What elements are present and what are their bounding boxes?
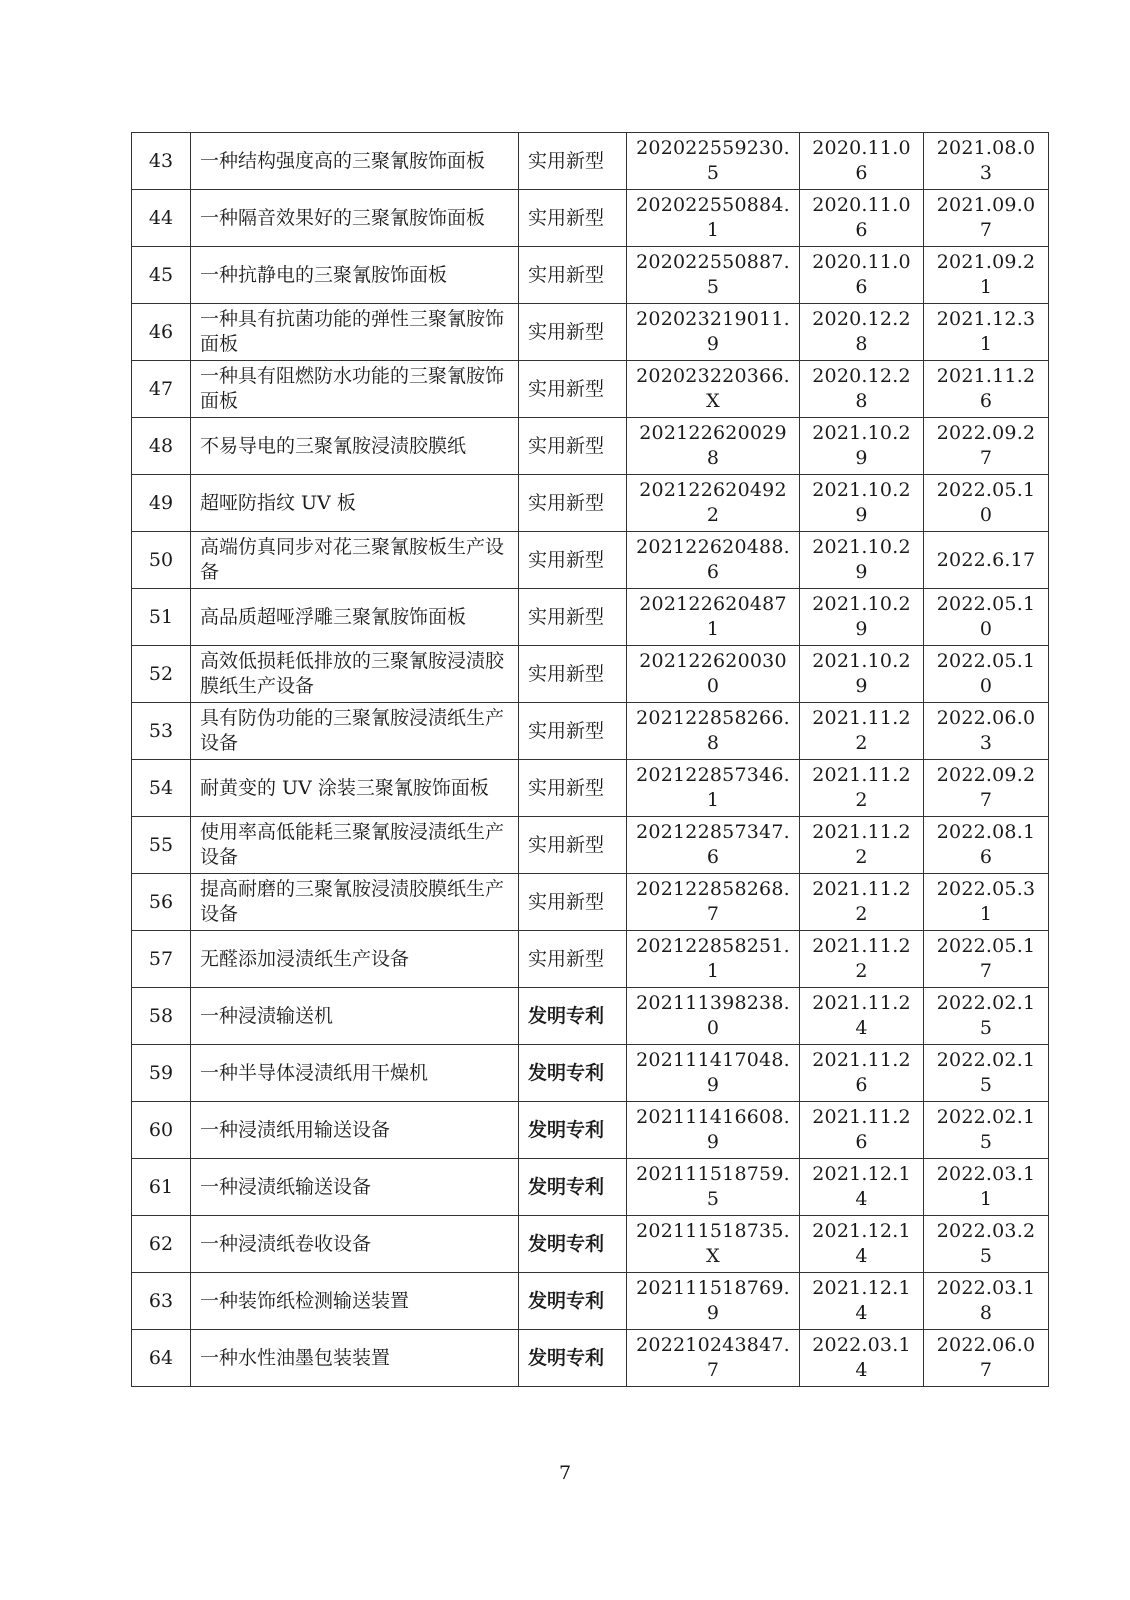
cell-patent-type: 实用新型 (519, 133, 627, 190)
table-row (132, 760, 1049, 817)
cell-serial-number: 56 (132, 874, 191, 931)
cell-patent-number: 202111518759.5 (627, 1159, 800, 1216)
cell-application-date: 2020.12.28 (800, 304, 924, 361)
cell-patent-name: 一种具有抗菌功能的弹性三聚氰胺饰面板 (191, 304, 519, 361)
cell-application-date: 2021.11.22 (800, 760, 924, 817)
cell-patent-type: 实用新型 (519, 817, 627, 874)
cell-serial-number: 55 (132, 817, 191, 874)
cell-grant-date: 2022.09.27 (924, 418, 1049, 475)
cell-patent-type: 实用新型 (519, 475, 627, 532)
cell-patent-type: 实用新型 (519, 304, 627, 361)
cell-patent-name: 一种抗静电的三聚氰胺饰面板 (191, 247, 519, 304)
cell-grant-date: 2022.02.15 (924, 1045, 1049, 1102)
cell-patent-name: 高效低损耗低排放的三聚氰胺浸渍胶膜纸生产设备 (191, 646, 519, 703)
patent-table (131, 132, 1049, 1387)
cell-patent-name: 一种隔音效果好的三聚氰胺饰面板 (191, 190, 519, 247)
cell-serial-number: 45 (132, 247, 191, 304)
cell-serial-number: 63 (132, 1273, 191, 1330)
cell-grant-date: 2022.06.03 (924, 703, 1049, 760)
cell-patent-name: 一种结构强度高的三聚氰胺饰面板 (191, 133, 519, 190)
table-row (132, 475, 1049, 532)
cell-patent-name: 高品质超哑浮雕三聚氰胺饰面板 (191, 589, 519, 646)
cell-application-date: 2021.12.14 (800, 1273, 924, 1330)
cell-patent-type: 实用新型 (519, 190, 627, 247)
cell-application-date: 2021.10.29 (800, 646, 924, 703)
cell-grant-date: 2021.11.26 (924, 361, 1049, 418)
cell-patent-number: 202111518735.X (627, 1216, 800, 1273)
cell-application-date: 2021.11.22 (800, 874, 924, 931)
cell-application-date: 2021.12.14 (800, 1216, 924, 1273)
cell-patent-type: 实用新型 (519, 418, 627, 475)
cell-grant-date: 2022.6.17 (924, 532, 1049, 589)
cell-patent-number: 202022550887.5 (627, 247, 800, 304)
table-row (132, 133, 1049, 190)
cell-serial-number: 62 (132, 1216, 191, 1273)
cell-patent-name: 一种装饰纸检测输送装置 (191, 1273, 519, 1330)
cell-application-date: 2021.11.24 (800, 988, 924, 1045)
cell-patent-number: 202022550884.1 (627, 190, 800, 247)
cell-patent-name: 一种半导体浸渍纸用干燥机 (191, 1045, 519, 1102)
table-row (132, 589, 1049, 646)
cell-patent-name: 一种具有阻燃防水功能的三聚氰胺饰面板 (191, 361, 519, 418)
cell-patent-type: 发明专利 (519, 988, 627, 1045)
cell-grant-date: 2022.05.17 (924, 931, 1049, 988)
cell-serial-number: 43 (132, 133, 191, 190)
cell-application-date: 2021.10.29 (800, 475, 924, 532)
page-number: 7 (558, 1462, 572, 1484)
cell-patent-number: 202111518769.9 (627, 1273, 800, 1330)
cell-patent-number: 202111417048.9 (627, 1045, 800, 1102)
cell-application-date: 2020.11.06 (800, 133, 924, 190)
table-row (132, 874, 1049, 931)
cell-patent-name: 高端仿真同步对花三聚氰胺板生产设备 (191, 532, 519, 589)
table-row (132, 190, 1049, 247)
cell-grant-date: 2022.03.25 (924, 1216, 1049, 1273)
cell-patent-number: 202111416608.9 (627, 1102, 800, 1159)
cell-patent-type: 发明专利 (519, 1330, 627, 1387)
cell-grant-date: 2022.05.10 (924, 589, 1049, 646)
cell-patent-number: 202122620488.6 (627, 532, 800, 589)
cell-serial-number: 53 (132, 703, 191, 760)
cell-grant-date: 2021.12.31 (924, 304, 1049, 361)
cell-application-date: 2021.12.14 (800, 1159, 924, 1216)
cell-patent-name: 耐黄变的 UV 涂装三聚氰胺饰面板 (191, 760, 519, 817)
cell-serial-number: 49 (132, 475, 191, 532)
cell-patent-type: 实用新型 (519, 874, 627, 931)
cell-patent-number: 202023220366.X (627, 361, 800, 418)
patent-table-body (132, 133, 1049, 1387)
cell-patent-name: 一种浸渍纸输送设备 (191, 1159, 519, 1216)
cell-application-date: 2021.10.29 (800, 589, 924, 646)
cell-grant-date: 2021.08.03 (924, 133, 1049, 190)
cell-patent-type: 实用新型 (519, 646, 627, 703)
cell-patent-number: 202122858251.1 (627, 931, 800, 988)
cell-patent-type: 实用新型 (519, 931, 627, 988)
cell-serial-number: 48 (132, 418, 191, 475)
table-row (132, 1102, 1049, 1159)
cell-patent-number: 2021226200298 (627, 418, 800, 475)
cell-grant-date: 2022.06.07 (924, 1330, 1049, 1387)
cell-serial-number: 58 (132, 988, 191, 1045)
table-row (132, 646, 1049, 703)
cell-patent-number: 202022559230.5 (627, 133, 800, 190)
cell-serial-number: 46 (132, 304, 191, 361)
cell-grant-date: 2022.02.15 (924, 1102, 1049, 1159)
cell-patent-number: 202122857346.1 (627, 760, 800, 817)
cell-grant-date: 2022.03.18 (924, 1273, 1049, 1330)
cell-application-date: 2020.11.06 (800, 190, 924, 247)
cell-serial-number: 59 (132, 1045, 191, 1102)
table-row (132, 1216, 1049, 1273)
table-row (132, 1330, 1049, 1387)
cell-application-date: 2021.10.29 (800, 532, 924, 589)
cell-serial-number: 57 (132, 931, 191, 988)
cell-patent-type: 实用新型 (519, 703, 627, 760)
cell-grant-date: 2022.08.16 (924, 817, 1049, 874)
cell-grant-date: 2022.05.10 (924, 475, 1049, 532)
cell-serial-number: 61 (132, 1159, 191, 1216)
cell-patent-number: 202111398238.0 (627, 988, 800, 1045)
table-row (132, 1159, 1049, 1216)
cell-patent-name: 一种浸渍纸卷收设备 (191, 1216, 519, 1273)
cell-application-date: 2021.10.29 (800, 418, 924, 475)
cell-patent-type: 实用新型 (519, 532, 627, 589)
cell-serial-number: 60 (132, 1102, 191, 1159)
cell-patent-type: 发明专利 (519, 1273, 627, 1330)
cell-patent-name: 使用率高低能耗三聚氰胺浸渍纸生产设备 (191, 817, 519, 874)
cell-patent-name: 无醛添加浸渍纸生产设备 (191, 931, 519, 988)
cell-serial-number: 47 (132, 361, 191, 418)
cell-patent-type: 实用新型 (519, 589, 627, 646)
table-row (132, 817, 1049, 874)
cell-patent-type: 发明专利 (519, 1216, 627, 1273)
cell-patent-number: 2021226200300 (627, 646, 800, 703)
cell-patent-number: 202023219011.9 (627, 304, 800, 361)
table-row (132, 304, 1049, 361)
table-row (132, 988, 1049, 1045)
table-row (132, 361, 1049, 418)
cell-patent-name: 一种水性油墨包装装置 (191, 1330, 519, 1387)
cell-patent-number: 202210243847.7 (627, 1330, 800, 1387)
cell-serial-number: 44 (132, 190, 191, 247)
cell-patent-number: 2021226204922 (627, 475, 800, 532)
cell-patent-type: 实用新型 (519, 247, 627, 304)
cell-patent-name: 一种浸渍输送机 (191, 988, 519, 1045)
cell-serial-number: 64 (132, 1330, 191, 1387)
cell-patent-name: 具有防伪功能的三聚氰胺浸渍纸生产设备 (191, 703, 519, 760)
cell-patent-type: 发明专利 (519, 1045, 627, 1102)
cell-patent-type: 发明专利 (519, 1102, 627, 1159)
cell-patent-name: 提高耐磨的三聚氰胺浸渍胶膜纸生产设备 (191, 874, 519, 931)
table-row (132, 418, 1049, 475)
cell-patent-name: 一种浸渍纸用输送设备 (191, 1102, 519, 1159)
cell-grant-date: 2022.02.15 (924, 988, 1049, 1045)
table-row (132, 532, 1049, 589)
cell-grant-date: 2021.09.07 (924, 190, 1049, 247)
cell-grant-date: 2022.09.27 (924, 760, 1049, 817)
table-row (132, 703, 1049, 760)
cell-grant-date: 2022.03.11 (924, 1159, 1049, 1216)
cell-patent-number: 202122857347.6 (627, 817, 800, 874)
cell-grant-date: 2022.05.31 (924, 874, 1049, 931)
table-row (132, 931, 1049, 988)
cell-serial-number: 52 (132, 646, 191, 703)
cell-patent-type: 发明专利 (519, 1159, 627, 1216)
cell-grant-date: 2021.09.21 (924, 247, 1049, 304)
cell-application-date: 2020.11.06 (800, 247, 924, 304)
cell-application-date: 2021.11.26 (800, 1102, 924, 1159)
cell-patent-number: 202122858266.8 (627, 703, 800, 760)
cell-patent-type: 实用新型 (519, 760, 627, 817)
cell-patent-name: 超哑防指纹 UV 板 (191, 475, 519, 532)
cell-grant-date: 2022.05.10 (924, 646, 1049, 703)
table-row (132, 1273, 1049, 1330)
cell-patent-number: 202122858268.7 (627, 874, 800, 931)
cell-serial-number: 50 (132, 532, 191, 589)
cell-patent-name: 不易导电的三聚氰胺浸渍胶膜纸 (191, 418, 519, 475)
table-row (132, 1045, 1049, 1102)
cell-application-date: 2021.11.22 (800, 817, 924, 874)
cell-patent-number: 2021226204871 (627, 589, 800, 646)
table-row (132, 247, 1049, 304)
cell-serial-number: 54 (132, 760, 191, 817)
cell-application-date: 2021.11.22 (800, 703, 924, 760)
cell-application-date: 2020.12.28 (800, 361, 924, 418)
cell-serial-number: 51 (132, 589, 191, 646)
cell-application-date: 2021.11.26 (800, 1045, 924, 1102)
cell-application-date: 2021.11.22 (800, 931, 924, 988)
cell-application-date: 2022.03.14 (800, 1330, 924, 1387)
cell-patent-type: 实用新型 (519, 361, 627, 418)
